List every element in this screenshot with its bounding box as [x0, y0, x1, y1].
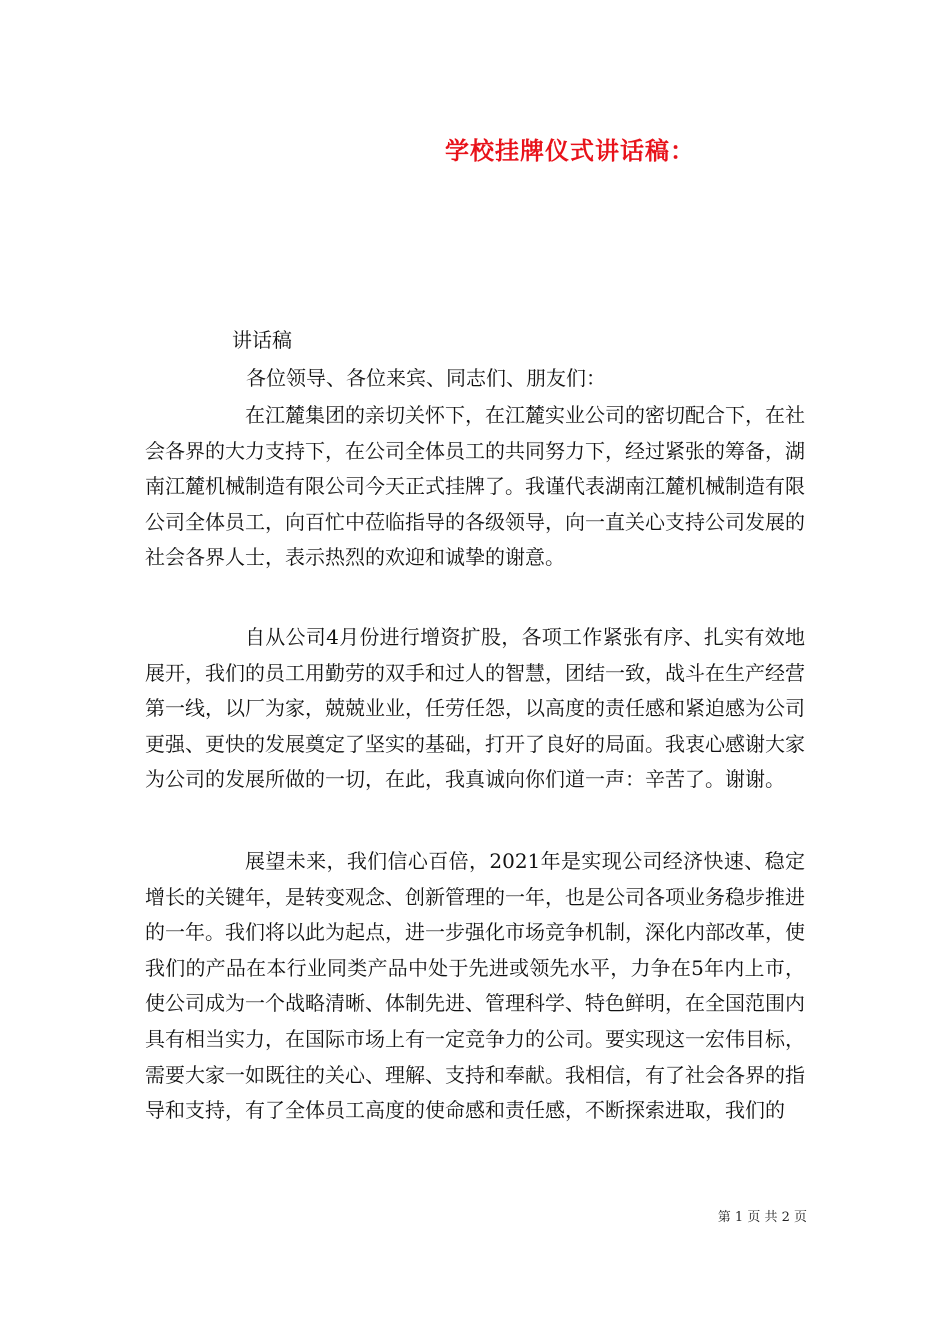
paragraph-2: 自从公司4月份进行增资扩股，各项工作紧张有序、扎实有效地展开，我们的员工用勤劳的双手和过人的智慧，团结一致，战斗在生产经营第一线，以厂为家，兢兢业业，任劳任怨，以高度的责任感和紧迫感为公司更强、更快的发展奠定了坚实的基础，打开了良好的局面。我衷心感谢大家为公司的发展所做的一切，在此，我真诚向你们道一声：辛苦了。谢谢。: [145, 625, 805, 792]
page-footer: 第 1 页 共 2 页: [717, 1210, 807, 1225]
speech-label: 讲话稿: [232, 328, 292, 352]
document-title: 学校挂牌仪式讲话稿：: [445, 136, 695, 165]
paragraph-3: 展望未来，我们信心百倍，2021年是实现公司经济快速、稳定增长的关键年，是转变观念、创新管理的一年，也是公司各项业务稳步推进的一年。我们将以此为起点，进一步强化市场竞争机制，深化内部改革，使我们的产品在本行业同类产品中处于先进或领先水平，力争在5年内上市，使公司成为一个战略清晰、体制先进、管理科学、特色鲜明，在全国范围内具有相当实力，在国际市场上有一定竞争力的公司。要实现这一宏伟目标，需要大家一如既往的关心、理解、支持和奉献。我相信，有了社会各界的指导和支持，有了全体员工高度的使命感和责任感，不断探索进取，我们的: [145, 849, 805, 1123]
salutation: 各位领导、各位来宾、同志们、朋友们：: [246, 366, 606, 390]
paragraph-1: 在江麓集团的亲切关怀下，在江麓实业公司的密切配合下，在社会各界的大力支持下，在公司全体员工的共同努力下，经过紧张的筹备，湖南江麓机械制造有限公司今天正式挂牌了。我谨代表湖南江麓机械制造有限公司全体员工，向百忙中莅临指导的各级领导，向一直关心支持公司发展的社会各界人士，表示热烈的欢迎和诚挚的谢意。: [145, 403, 805, 570]
